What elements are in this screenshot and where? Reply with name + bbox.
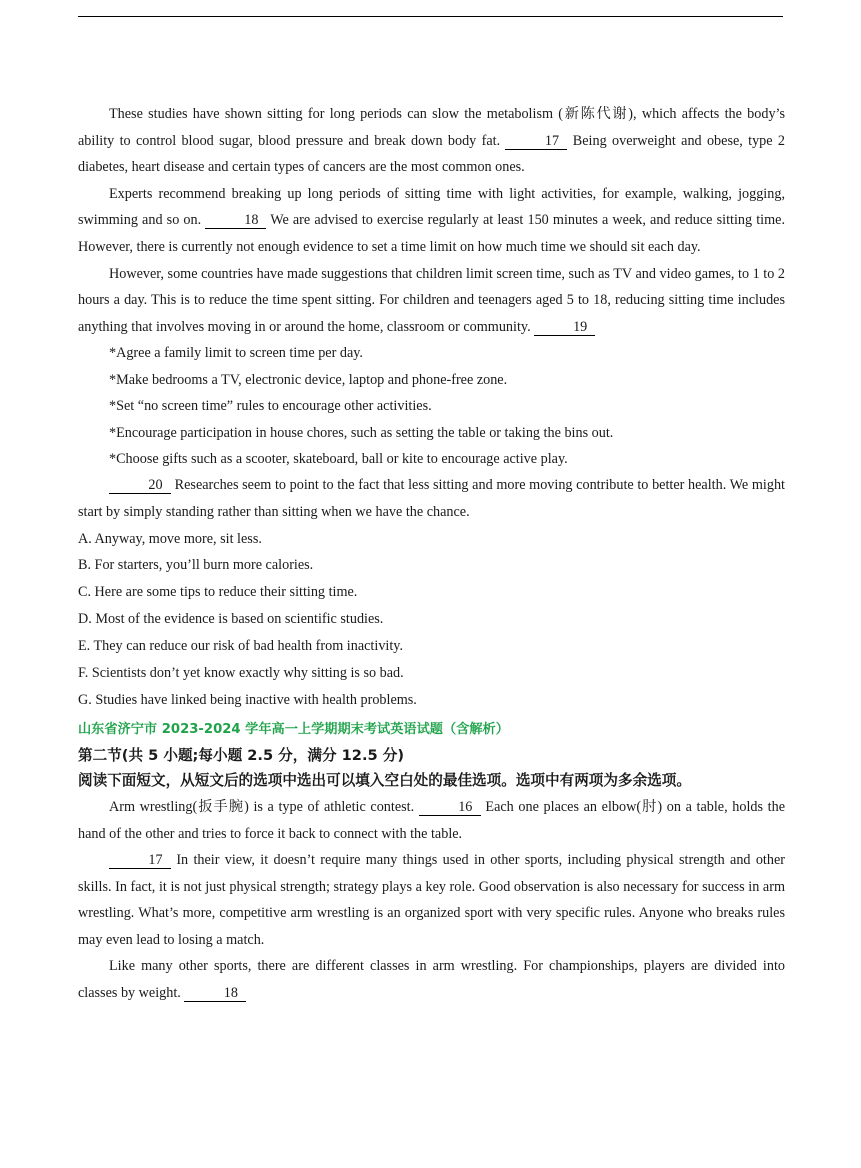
- passage1-paragraph-3: [78, 261, 785, 341]
- source-title: 山东省济宁市 2023-2024 学年高一上学期期末考试英语试题（含解析）: [78, 721, 509, 737]
- passage2-paragraph-2: [78, 847, 785, 953]
- blank-17-passage2[interactable]: 17: [109, 852, 171, 869]
- tip-item: *Encourage participation in house chores, such as setting the table or taking the bins out.: [109, 424, 614, 441]
- passage1-paragraph-4: [78, 472, 785, 525]
- paragraph-text: Arm wrestling(扳手腕) is a type of athletic contest.: [109, 798, 419, 815]
- paragraph-text: These studies have shown sitting for long periods can slow the metabolism (新陈代谢), which affects the body’s ability to control blood sugar, blood pressure and break down body fat.: [78, 106, 785, 149]
- passage2-paragraph-1: [78, 794, 785, 847]
- tip-item: *Set “no screen time” rules to encourage other activities.: [109, 398, 432, 415]
- document-body: [78, 101, 785, 1007]
- tips-list: [78, 340, 785, 472]
- tip-item: *Choose gifts such as a scooter, skateboard, ball or kite to encourage active play.: [109, 450, 568, 467]
- paragraph-text: Being overweight and obese, type 2 diabetes, heart disease and certain types of cancers are the most common ones.: [78, 132, 785, 176]
- instructions: 阅读下面短文，从短文后的选项中选出可以填入空白处的最佳选项。选项中有两项为多余选项。: [78, 772, 691, 790]
- blank-20[interactable]: 20: [109, 477, 171, 494]
- tip-item: *Agree a family limit to screen time per day.: [109, 345, 363, 362]
- passage2-paragraph-3: [78, 953, 785, 1006]
- option-e: E. They can reduce our risk of bad health from inactivity.: [78, 638, 404, 655]
- options-list: [78, 526, 785, 714]
- paragraph-text: We are advised to exercise regularly at least 150 minutes a week, and reduce sitting time. However, there is currently not enough evidence to set a time limit on how much time we should sit each day.: [78, 212, 785, 255]
- paragraph-text: However, some countries have made suggestions that children limit screen time, such as TV and video games, to 1 to 2 hours a day. This is to reduce the time spent sitting. For children and teenagers aged 5 to 18, reducing sitting time includes anything that involves moving in or around the home, classroom or community.: [78, 265, 785, 335]
- paragraph-text: Each one places an elbow(肘) on a table, holds the hand of the other and tries to force it back to connect with the table.: [78, 798, 786, 842]
- blank-17[interactable]: 17: [505, 133, 567, 150]
- option-d: D. Most of the evidence is based on scientific studies.: [78, 611, 384, 628]
- section-heading: 第二节(共 5 小题;每小题 2.5 分，满分 12.5 分): [78, 746, 404, 764]
- option-a: A. Anyway, move more, sit less.: [78, 530, 262, 547]
- paragraph-text: Experts recommend breaking up long periods of sitting time with light activities, for example, walking, jogging, swimming and so on.: [78, 185, 785, 229]
- blank-18[interactable]: 18: [205, 212, 266, 229]
- blank-18-passage2[interactable]: 18: [184, 985, 246, 1002]
- tip-item: *Make bedrooms a TV, electronic device, laptop and phone-free zone.: [109, 371, 508, 388]
- blank-16[interactable]: 16: [419, 799, 481, 816]
- paragraph-text: In their view, it doesn’t require many things used in other sports, including physical strength and other skills. In fact, it is not just physical strength; strategy plays a key role. Good observation is also necessary for success in arm wrestling. What’s more, competitive arm wrestling is an organized sport with very specific rules. Anyone who breaks rules may even lead to losing a match.: [78, 852, 785, 948]
- paragraph-text: Researches seem to point to the fact that less sitting and more moving contribute to better health. We might start by simply standing rather than sitting when we have the chance.: [78, 477, 785, 520]
- option-b: B. For starters, you’ll burn more calories.: [78, 557, 314, 574]
- blank-19[interactable]: 19: [534, 319, 595, 336]
- option-c: C. Here are some tips to reduce their sitting time.: [78, 584, 358, 601]
- passage1-paragraph-1: [78, 101, 785, 181]
- option-g: G. Studies have linked being inactive with health problems.: [78, 692, 417, 708]
- paragraph-text: Like many other sports, there are different classes in arm wrestling. For championships, players are divided into classes by weight.: [78, 958, 785, 1002]
- option-f: F. Scientists don’t yet know exactly why sitting is so bad.: [78, 665, 404, 682]
- passage1-paragraph-2: [78, 181, 785, 261]
- header-rule: [78, 16, 783, 17]
